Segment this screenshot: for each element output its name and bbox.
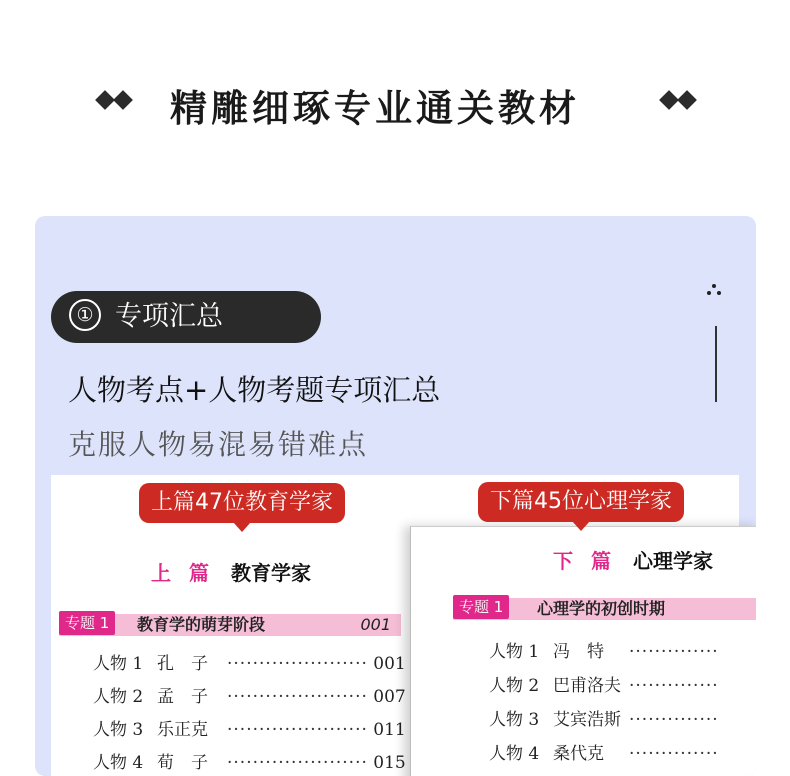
- left-part-key: 上篇: [151, 561, 227, 585]
- row-name: 孔 子: [157, 654, 208, 674]
- row-label: 人物 2: [93, 687, 144, 707]
- row-label: 人物 3: [93, 720, 144, 740]
- header-title: 精雕细琢专业通关教材: [170, 87, 580, 130]
- left-topic-text: 教育学的萌芽阶段: [137, 615, 266, 634]
- section-label: 专项汇总: [115, 301, 223, 332]
- right-topic-label: 专题 1: [453, 595, 509, 619]
- list-item: [489, 739, 719, 764]
- list-item: [489, 671, 719, 696]
- diamond-decoration-icon-left: [96, 90, 140, 114]
- right-part-name: 心理学家: [633, 549, 713, 573]
- row-label: 人物 1: [93, 654, 144, 674]
- row-label: 人物 1: [489, 642, 540, 662]
- feature-card: [35, 216, 756, 776]
- row-page: 001: [373, 654, 406, 674]
- row-label: 人物 4: [93, 753, 144, 773]
- section-pill: [51, 291, 321, 343]
- section-number: ①: [69, 299, 101, 331]
- section-subheading: 克服人物易混易错难点: [68, 428, 369, 461]
- list-item: [93, 715, 406, 740]
- dot-leader: ······················: [227, 753, 368, 773]
- row-name: 孟 子: [157, 687, 208, 707]
- list-item: [489, 705, 719, 730]
- right-page-tag: 下篇45位心理学家: [478, 482, 684, 522]
- right-topic-bar: [453, 598, 756, 620]
- vertical-divider: [715, 326, 717, 402]
- left-page-tag: 上篇47位教育学家: [139, 483, 345, 523]
- row-name: 桑代克: [553, 744, 604, 764]
- row-name: 艾宾浩斯: [553, 710, 621, 730]
- row-page: 007: [373, 687, 406, 707]
- row-label: 人物 4: [489, 744, 540, 764]
- book-page-right: [410, 526, 756, 776]
- row-page: 015: [373, 753, 406, 773]
- left-topic-page: 001: [360, 615, 391, 634]
- diamond-decoration-icon-right: [660, 90, 704, 114]
- row-label: 人物 2: [489, 676, 540, 696]
- dot-leader: ··············: [629, 744, 719, 764]
- right-topic-text: 心理学的初创时期: [537, 599, 666, 618]
- list-item: [93, 682, 406, 707]
- row-name: 乐正克: [157, 720, 208, 740]
- left-part-title: [151, 557, 311, 586]
- right-part-title: [553, 545, 713, 574]
- row-page: 011: [373, 720, 406, 740]
- row-name: 冯 特: [553, 642, 604, 662]
- row-name: 荀 子: [157, 753, 208, 773]
- row-name: 巴甫洛夫: [553, 676, 621, 696]
- dot-leader: ······················: [227, 687, 368, 707]
- list-item: [489, 637, 719, 662]
- list-item: [93, 649, 406, 674]
- row-label: 人物 3: [489, 710, 540, 730]
- dot-leader: ··············: [629, 710, 719, 730]
- section-heading: 人物考点+人物考题专项汇总: [68, 373, 441, 407]
- page-header: [0, 70, 790, 134]
- dot-leader: ··············: [629, 642, 719, 662]
- right-part-key: 下篇: [553, 549, 629, 573]
- left-topic-bar: [59, 614, 401, 636]
- list-item: [93, 748, 406, 773]
- dots-decoration-icon: [707, 284, 721, 296]
- left-part-name: 教育学家: [231, 561, 311, 585]
- dot-leader: ······················: [227, 720, 368, 740]
- dot-leader: ······················: [227, 654, 368, 674]
- dot-leader: ··············: [629, 676, 719, 696]
- left-topic-label: 专题 1: [59, 611, 115, 635]
